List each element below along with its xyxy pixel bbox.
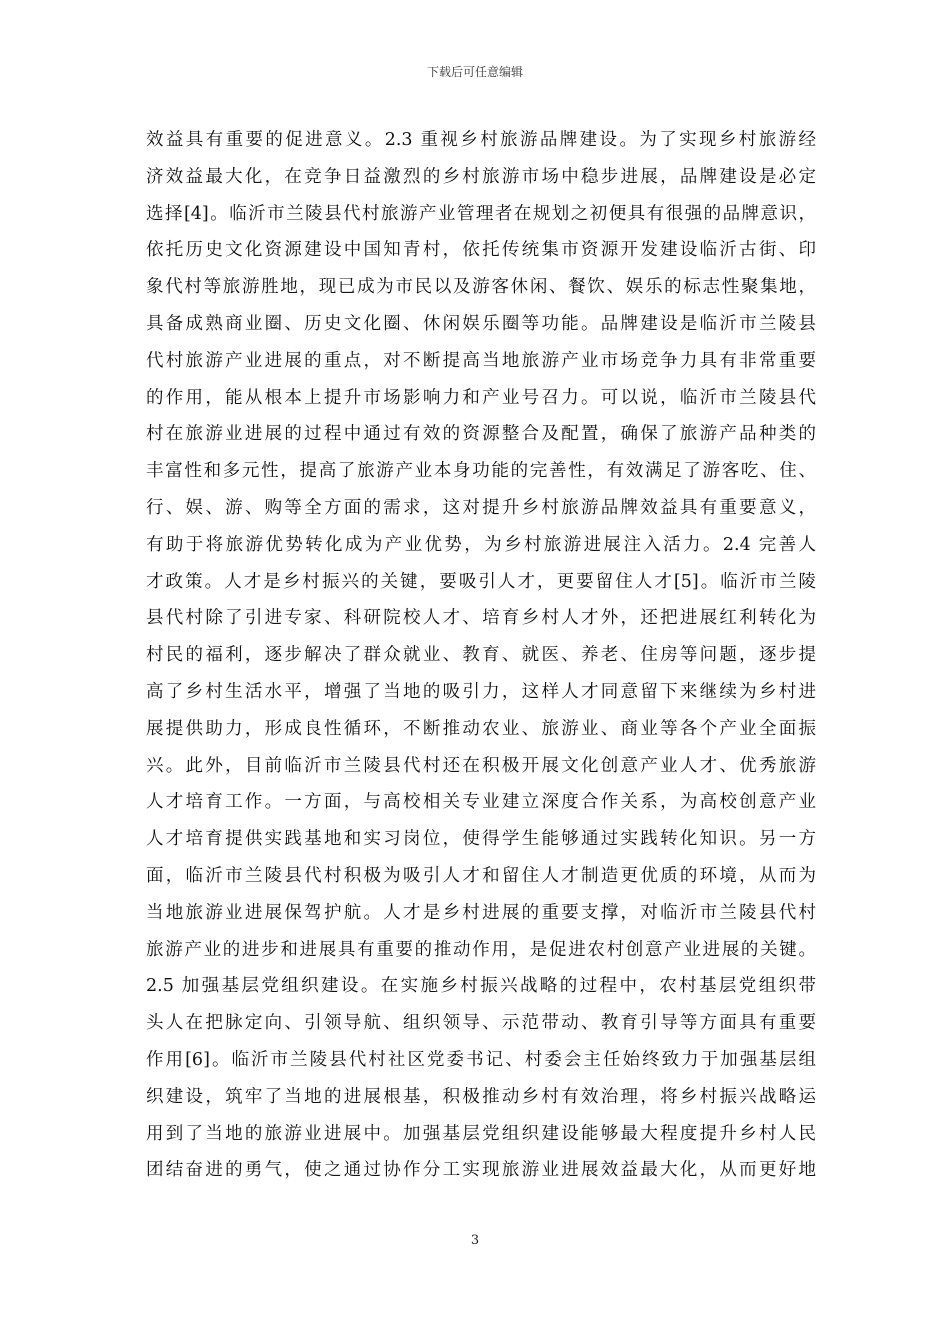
page-number: 3 — [470, 1233, 480, 1248]
body-text — [146, 122, 816, 1189]
text-line: 有助于将旅游优势转化成为产业优势，为乡村旅游进展注入活力。2.4 完善人 — [146, 534, 816, 555]
text-line: 丰富性和多元性，提高了旅游产业本身功能的完善性，有效满足了游客吃、住、 — [146, 461, 816, 482]
text-line: 2.5 加强基层党组织建设。在实施乡村振兴战略的过程中，农村基层党组织带 — [146, 976, 816, 997]
text-line: 兴。此外，目前临沂市兰陵县代村还在积极开展文化创意产业人才、优秀旅游 — [146, 755, 816, 776]
page-header: 下载后可任意编辑 — [426, 65, 523, 79]
text-line: 团结奋进的勇气，使之通过协作分工实现旅游业进展效益最大化，从而更好地 — [146, 1160, 816, 1181]
text-line: 选择[4]。临沂市兰陵县代村旅游产业管理者在规划之初便具有很强的品牌意识， — [146, 203, 816, 224]
text-line: 济效益最大化，在竞争日益激烈的乡村旅游市场中稳步进展，品牌建设是必定 — [146, 166, 816, 187]
text-line: 行、娱、游、购等全方面的需求，这对提升乡村旅游品牌效益具有重要意义， — [146, 497, 816, 518]
text-line: 村民的福利，逐步解决了群众就业、教育、就医、养老、住房等问题，逐步提 — [146, 645, 816, 666]
text-line: 人才培育工作。一方面，与高校相关专业建立深度合作关系，为高校创意产业 — [146, 792, 816, 813]
text-line: 代村旅游产业进展的重点，对不断提高当地旅游产业市场竞争力具有非常重要 — [146, 350, 816, 371]
text-line: 用到了当地的旅游业进展中。加强基层党组织建设能够最大程度提升乡村人民 — [146, 1123, 816, 1144]
text-line: 依托历史文化资源建设中国知青村，依托传统集市资源开发建设临沂古街、印 — [146, 240, 816, 261]
text-line: 村在旅游业进展的过程中通过有效的资源整合及配置，确保了旅游产品种类的 — [146, 424, 816, 445]
text-line: 县代村除了引进专家、科研院校人才、培育乡村人才外，还把进展红利转化为 — [146, 608, 816, 629]
text-line: 织建设，筑牢了当地的进展根基，积极推动乡村有效治理，将乡村振兴战略运 — [146, 1086, 816, 1107]
text-line: 面，临沂市兰陵县代村积极为吸引人才和留住人才制造更优质的环境，从而为 — [146, 865, 816, 886]
text-line: 才政策。人才是乡村振兴的关键，要吸引人才，更要留住人才[5]。临沂市兰陵 — [146, 571, 816, 592]
text-line: 的作用，能从根本上提升市场影响力和产业号召力。可以说，临沂市兰陵县代 — [146, 387, 816, 408]
text-line: 人才培育提供实践基地和实习岗位，使得学生能够通过实践转化知识。另一方 — [146, 829, 816, 850]
text-line: 作用[6]。临沂市兰陵县代村社区党委书记、村委会主任始终致力于加强基层组 — [146, 1049, 816, 1070]
text-line: 效益具有重要的促进意义。2.3 重视乡村旅游品牌建设。为了实现乡村旅游经 — [146, 130, 816, 150]
text-line: 当地旅游业进展保驾护航。人才是乡村进展的重要支撑，对临沂市兰陵县代村 — [146, 902, 816, 923]
text-line: 展提供助力，形成良性循环，不断推动农业、旅游业、商业等各个产业全面振 — [146, 718, 816, 739]
text-line: 象代村等旅游胜地，现已成为市民以及游客休闲、餐饮、娱乐的标志性聚集地， — [146, 277, 816, 298]
text-line: 高了乡村生活水平，增强了当地的吸引力，这样人才同意留下来继续为乡村进 — [146, 681, 816, 702]
text-line: 头人在把脉定向、引领导航、组织领导、示范带动、教育引导等方面具有重要 — [146, 1013, 816, 1034]
text-line: 具备成熟商业圈、历史文化圈、休闲娱乐圈等功能。品牌建设是临沂市兰陵县 — [146, 313, 816, 334]
text-line: 旅游产业的进步和进展具有重要的推动作用，是促进农村创意产业进展的关键。 — [146, 939, 816, 960]
